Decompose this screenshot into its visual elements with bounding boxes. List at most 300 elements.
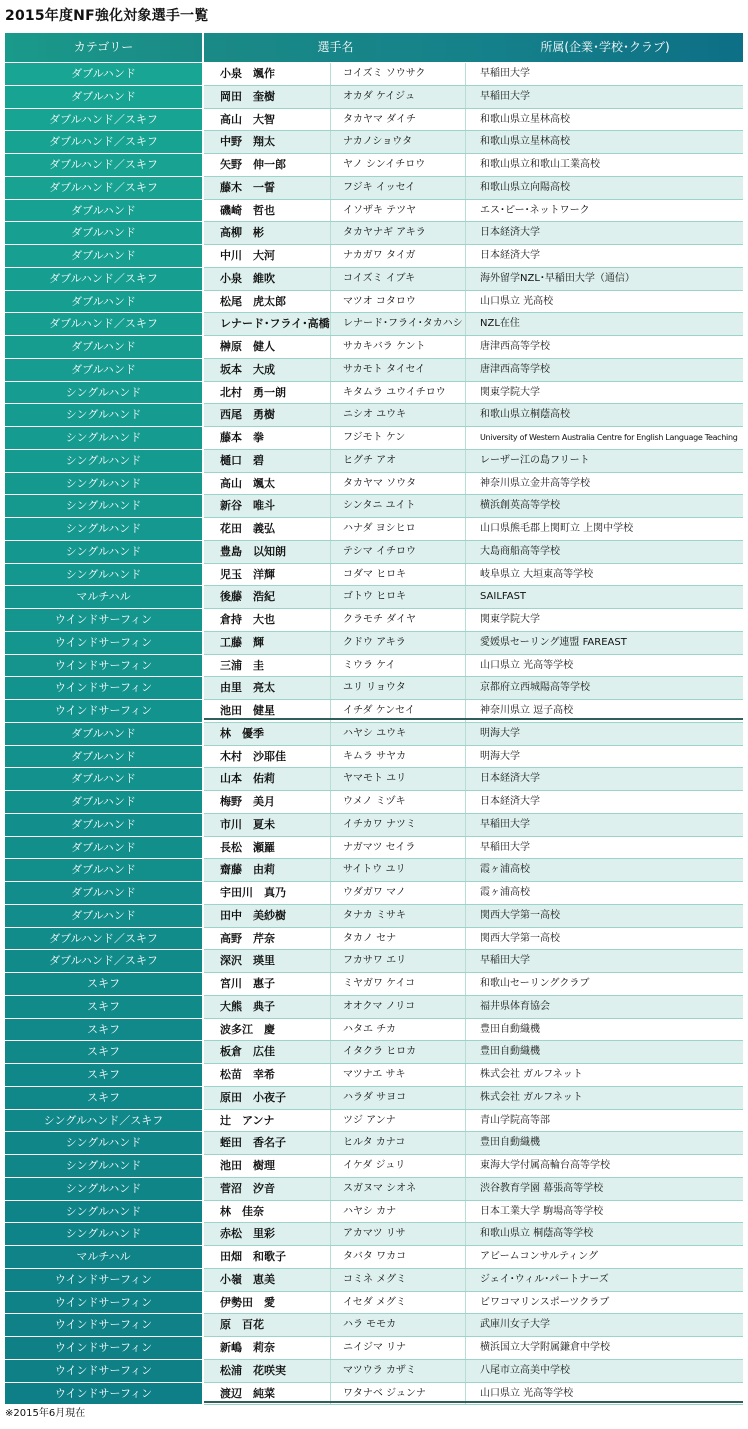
- athlete-affiliation: 豊田自動織機: [480, 1046, 540, 1058]
- athlete-affiliation: 関西大学第一高校: [480, 932, 560, 944]
- athlete-affiliation: 福井県体育協会: [480, 1000, 550, 1012]
- athlete-affiliation: 豊田自動織機: [480, 1137, 540, 1149]
- table-row: [5, 768, 743, 791]
- table-row: [5, 973, 743, 996]
- table-row: [5, 814, 743, 837]
- athlete-affiliation: 和歌山県立桐蔭高校: [480, 409, 570, 421]
- athlete-affiliation: 霞ヶ浦高校: [480, 864, 530, 876]
- category-cell: ダブルハンド: [5, 222, 202, 244]
- athlete-name: 大熊 典子: [204, 996, 331, 1018]
- athlete-info: [204, 268, 743, 291]
- athlete-info: [204, 996, 743, 1019]
- athlete-kana: コミネ メグミ: [331, 1269, 466, 1291]
- athlete-kana: イタクラ ヒロカ: [331, 1041, 466, 1063]
- category-cell: ダブルハンド／スキフ: [5, 131, 202, 153]
- athlete-kana: サカキバラ ケント: [331, 336, 466, 358]
- table-row: [5, 1064, 743, 1087]
- athlete-name: 板倉 広佳: [204, 1041, 331, 1063]
- table-row: [5, 268, 743, 291]
- table-row: [5, 746, 743, 769]
- athlete-name: 中川 大河: [204, 245, 331, 267]
- category-cell: ダブルハンド: [5, 814, 202, 836]
- athlete-info: [204, 450, 743, 473]
- athlete-kana: サカモト タイセイ: [331, 359, 466, 381]
- athlete-kana: ヒルタ カナコ: [331, 1132, 466, 1154]
- athlete-kana: キタムラ ユウイチロウ: [331, 382, 466, 404]
- athlete-name: 林 優季: [204, 723, 331, 745]
- category-cell: ウインドサーフィン: [5, 1337, 202, 1359]
- athlete-kana: ミウラ ケイ: [331, 655, 466, 677]
- table-row: [5, 382, 743, 405]
- athlete-name: 原田 小夜子: [204, 1087, 331, 1109]
- category-cell: ダブルハンド／スキフ: [5, 928, 202, 950]
- athlete-kana: クラモチ ダイヤ: [331, 609, 466, 631]
- athlete-name: 高野 芹奈: [204, 928, 331, 950]
- header-category: カテゴリー: [5, 33, 202, 62]
- athlete-kana: コイズミ イブキ: [331, 268, 466, 290]
- category-cell: スキフ: [5, 1041, 202, 1063]
- athlete-name: 蛭田 香名子: [204, 1132, 331, 1154]
- athlete-kana: ハタエ チカ: [331, 1019, 466, 1041]
- athlete-info: [204, 1110, 743, 1133]
- athlete-affiliation: 関東学院大学: [480, 386, 540, 398]
- table-row: [5, 859, 743, 882]
- category-cell: ダブルハンド: [5, 746, 202, 768]
- athlete-kana: レナード･フライ･タカハシ: [331, 313, 466, 335]
- athlete-affiliation: 早稲田大学: [480, 68, 530, 79]
- table-row: [5, 177, 743, 200]
- athlete-info: [204, 1292, 743, 1315]
- category-cell: ダブルハンド／スキフ: [5, 313, 202, 335]
- athlete-name: 小嶺 恵美: [204, 1269, 331, 1291]
- athlete-affiliation: 山口県立 光高等学校: [480, 659, 574, 671]
- athlete-kana: ハヤシ ユウキ: [331, 723, 466, 745]
- athlete-name: 藤本 拳: [204, 427, 331, 449]
- category-cell: ダブルハンド: [5, 86, 202, 108]
- athlete-kana: イチダ ケンセイ: [331, 700, 466, 722]
- table-row: [5, 928, 743, 951]
- athlete-name: 池田 樹理: [204, 1155, 331, 1177]
- athlete-affiliation: 霞ヶ浦高校: [480, 887, 530, 898]
- athlete-name: レナード･フライ･高橋: [204, 313, 331, 335]
- athlete-info: [204, 1064, 743, 1087]
- athlete-affiliation: 渋谷教育学園 幕張高等学校: [480, 1182, 604, 1194]
- athlete-info: [204, 1155, 743, 1178]
- category-cell: シングルハンド: [5, 404, 202, 426]
- men-women-divider: [204, 718, 743, 720]
- athlete-info: [204, 655, 743, 678]
- athlete-name: 波多江 慶: [204, 1019, 331, 1041]
- athlete-name: 児玉 洋輝: [204, 564, 331, 586]
- athlete-affiliation: 武庫川女子大学: [480, 1319, 550, 1331]
- category-cell: シングルハンド: [5, 541, 202, 563]
- athlete-kana: シンタニ ユイト: [331, 495, 466, 517]
- athlete-name: 菅沼 汐音: [204, 1178, 331, 1200]
- athlete-affiliation: 日本経済大学: [480, 796, 540, 807]
- athlete-affiliation: 日本工業大学 駒場高等学校: [480, 1205, 604, 1217]
- table-row: [5, 518, 743, 541]
- athlete-name: 宮川 惠子: [204, 973, 331, 995]
- table-row: [5, 450, 743, 473]
- athlete-info: [204, 1314, 743, 1337]
- athlete-info: [204, 86, 743, 109]
- category-cell: ダブルハンド: [5, 882, 202, 904]
- table-row: [5, 313, 743, 336]
- athlete-name: 田畑 和歌子: [204, 1246, 331, 1268]
- category-cell: ウインドサーフィン: [5, 1269, 202, 1291]
- athlete-info: [204, 131, 743, 154]
- athlete-affiliation: 和歌山県立向陽高校: [480, 181, 570, 193]
- category-cell: ウインドサーフィン: [5, 700, 202, 722]
- athlete-name: 木村 沙耶佳: [204, 746, 331, 768]
- category-cell: シングルハンド: [5, 427, 202, 449]
- table-row: [5, 1246, 743, 1269]
- category-cell: ダブルハンド／スキフ: [5, 950, 202, 972]
- athlete-affiliation: 唐津西高等学校: [480, 341, 550, 352]
- athlete-kana: オオクマ ノリコ: [331, 996, 466, 1018]
- athlete-info: [204, 1269, 743, 1292]
- table-row: [5, 1269, 743, 1292]
- footnote: ※2015年6月現在: [5, 1408, 86, 1419]
- athlete-name: 長松 瀬羅: [204, 837, 331, 859]
- athlete-name: 新嶋 莉奈: [204, 1337, 331, 1359]
- athlete-affiliation: SAILFAST: [480, 591, 527, 603]
- table-bottom-line: [204, 1401, 743, 1403]
- athlete-info: [204, 1246, 743, 1269]
- athlete-name: 辻 アンナ: [204, 1110, 331, 1132]
- athlete-name: 松尾 虎太郎: [204, 291, 331, 313]
- table-row: [5, 63, 743, 86]
- category-cell: ダブルハンド／スキフ: [5, 268, 202, 290]
- athlete-kana: ハヤシ カナ: [331, 1201, 466, 1223]
- category-cell: ウインドサーフィン: [5, 1314, 202, 1336]
- athlete-kana: コイズミ ソウサク: [331, 63, 466, 85]
- athlete-kana: オカダ ケイジュ: [331, 86, 466, 108]
- athlete-name: 樋口 碧: [204, 450, 331, 472]
- athlete-affiliation: 大島商船高等学校: [480, 545, 560, 557]
- athlete-info: [204, 1360, 743, 1383]
- athlete-affiliation: 和歌山県立和歌山工業高校: [480, 159, 600, 170]
- table-row: [5, 291, 743, 314]
- athlete-affiliation: 日本経済大学: [480, 773, 540, 785]
- athlete-kana: イチカワ ナツミ: [331, 814, 466, 836]
- table-row: [5, 564, 743, 587]
- athlete-info: [204, 541, 743, 564]
- athlete-info: [204, 154, 743, 177]
- category-cell: シングルハンド: [5, 1132, 202, 1154]
- athlete-kana: ニイジマ リナ: [331, 1337, 466, 1359]
- athlete-info: [204, 427, 743, 450]
- athlete-name: 赤松 里彩: [204, 1223, 331, 1245]
- athlete-name: 藤木 一誓: [204, 177, 331, 199]
- athlete-kana: マツウラ カザミ: [331, 1360, 466, 1382]
- athlete-kana: サイトウ ユリ: [331, 859, 466, 881]
- category-cell: ダブルハンド: [5, 837, 202, 859]
- athlete-name: 工藤 輝: [204, 632, 331, 654]
- athlete-affiliation: 関西大学第一高校: [480, 909, 560, 921]
- athlete-affiliation: 神奈川県立金井高等学校: [480, 477, 590, 489]
- athlete-name: 齋藤 由莉: [204, 859, 331, 881]
- athlete-affiliation: 唐津西高等学校: [480, 363, 550, 375]
- athlete-info: [204, 768, 743, 791]
- athlete-info: [204, 473, 743, 496]
- athlete-kana: ユリ リョウタ: [331, 677, 466, 699]
- category-cell: ダブルハンド: [5, 723, 202, 745]
- athlete-name: 池田 健星: [204, 700, 331, 722]
- table-row: [5, 1201, 743, 1224]
- athlete-name: 小泉 維吹: [204, 268, 331, 290]
- athlete-name: 高山 颯太: [204, 473, 331, 495]
- table-row: [5, 245, 743, 268]
- athlete-name: 磯崎 哲也: [204, 200, 331, 222]
- athlete-kana: ウメノ ミヅキ: [331, 791, 466, 813]
- athlete-name: 後藤 浩紀: [204, 586, 331, 608]
- table-row: [5, 1360, 743, 1383]
- athlete-kana: フジキ イッセイ: [331, 177, 466, 199]
- table-row: [5, 109, 743, 132]
- category-cell: スキフ: [5, 973, 202, 995]
- athlete-name: 渡辺 純菜: [204, 1383, 331, 1405]
- athlete-info: [204, 859, 743, 882]
- athlete-affiliation: 八尾市立高美中学校: [480, 1364, 570, 1376]
- athlete-affiliation: 早稲田大学: [480, 818, 530, 830]
- category-cell: ダブルハンド: [5, 336, 202, 358]
- athlete-name: 三浦 圭: [204, 655, 331, 677]
- table-row: [5, 495, 743, 518]
- table-row: [5, 1178, 743, 1201]
- athlete-affiliation: 和歌山県立星林高校: [480, 136, 570, 148]
- table-row: [5, 723, 743, 746]
- category-cell: ダブルハンド: [5, 768, 202, 790]
- category-cell: ダブルハンド: [5, 245, 202, 267]
- athlete-name: 松浦 花咲実: [204, 1360, 331, 1382]
- athlete-name: 小泉 颯作: [204, 63, 331, 85]
- athlete-name: 伊勢田 愛: [204, 1292, 331, 1314]
- category-cell: ダブルハンド／スキフ: [5, 177, 202, 199]
- table-row: [5, 427, 743, 450]
- category-cell: シングルハンド: [5, 382, 202, 404]
- category-cell: ウインドサーフィン: [5, 677, 202, 699]
- athlete-name: 高柳 彬: [204, 222, 331, 244]
- athlete-kana: ハラダ サヨコ: [331, 1087, 466, 1109]
- athlete-affiliation: アビームコンサルティング: [480, 1251, 599, 1262]
- header-name: 選手名: [204, 33, 467, 62]
- athlete-kana: フジモト ケン: [331, 427, 466, 449]
- category-cell: マルチハル: [5, 1246, 202, 1268]
- athlete-kana: ヤマモト ユリ: [331, 768, 466, 790]
- athlete-kana: ハナダ ヨシヒロ: [331, 518, 466, 540]
- category-cell: ウインドサーフィン: [5, 632, 202, 654]
- athlete-name: 中野 翔太: [204, 131, 331, 153]
- athlete-info: [204, 723, 743, 746]
- athlete-kana: スガヌマ シオネ: [331, 1178, 466, 1200]
- table-row: [5, 1132, 743, 1155]
- athlete-kana: イケダ ジュリ: [331, 1155, 466, 1177]
- category-cell: スキフ: [5, 996, 202, 1018]
- athlete-kana: ミヤガワ ケイコ: [331, 973, 466, 995]
- athlete-kana: ナカノショウタ: [331, 131, 466, 153]
- athlete-info: [204, 564, 743, 587]
- athlete-kana: クドウ アキラ: [331, 632, 466, 654]
- athlete-kana: タカヤマ ダイチ: [331, 109, 466, 131]
- athlete-kana: タナカ ミサキ: [331, 905, 466, 927]
- athlete-name: 坂本 大成: [204, 359, 331, 381]
- athlete-info: [204, 1087, 743, 1110]
- category-cell: ダブルハンド: [5, 791, 202, 813]
- athlete-kana: マツオ コタロウ: [331, 291, 466, 313]
- athlete-kana: イソザキ テツヤ: [331, 200, 466, 222]
- athlete-affiliation: 早稲田大学: [480, 955, 530, 967]
- table-row: [5, 222, 743, 245]
- athlete-info: [204, 1178, 743, 1201]
- table-row: [5, 1223, 743, 1246]
- category-cell: ダブルハンド: [5, 359, 202, 381]
- athlete-name: 榊原 健人: [204, 336, 331, 358]
- athlete-affiliation: 関東学院大学: [480, 614, 540, 625]
- athlete-affiliation: 和歌山セーリングクラブ: [480, 978, 590, 989]
- athlete-affiliation: 明海大学: [480, 750, 520, 762]
- athlete-affiliation: レーザー江の島フリート: [480, 454, 590, 466]
- athlete-affiliation: 日本経済大学: [480, 250, 540, 261]
- table-row: [5, 1314, 743, 1337]
- athlete-info: [204, 1019, 743, 1042]
- athlete-affiliation: 岐阜県立 大垣東高等学校: [480, 568, 594, 580]
- athlete-info: [204, 1337, 743, 1360]
- athlete-name: 宇田川 真乃: [204, 882, 331, 904]
- athlete-info: [204, 791, 743, 814]
- athlete-kana: マツナエ サキ: [331, 1064, 466, 1086]
- category-cell: シングルハンド: [5, 450, 202, 472]
- athlete-kana: テシマ イチロウ: [331, 541, 466, 563]
- table-row: [5, 655, 743, 678]
- athlete-kana: タカノ セナ: [331, 928, 466, 950]
- category-cell: シングルハンド: [5, 518, 202, 540]
- table-row: [5, 1155, 743, 1178]
- table-row: [5, 677, 743, 700]
- athlete-affiliation: 京都府立西城陽高等学校: [480, 682, 590, 694]
- athlete-info: [204, 518, 743, 541]
- athlete-info: [204, 882, 743, 905]
- athlete-affiliation: 山口県熊毛郡上関町立 上関中学校: [480, 523, 634, 534]
- athlete-info: [204, 1132, 743, 1155]
- athlete-kana: アカマツ リサ: [331, 1223, 466, 1245]
- athlete-kana: ナガマツ セイラ: [331, 837, 466, 859]
- athlete-kana: ツジ アンナ: [331, 1110, 466, 1132]
- athlete-name: 深沢 瑛里: [204, 950, 331, 972]
- athlete-info: [204, 336, 743, 359]
- category-cell: シングルハンド: [5, 1201, 202, 1223]
- athlete-kana: タカヤナギ アキラ: [331, 222, 466, 244]
- athlete-kana: イセダ メグミ: [331, 1292, 466, 1314]
- table-row: [5, 1110, 743, 1133]
- athlete-name: 市川 夏未: [204, 814, 331, 836]
- athlete-kana: ゴトウ ヒロキ: [331, 586, 466, 608]
- table-row: [5, 996, 743, 1019]
- athlete-affiliation: 神奈川県立 逗子高校: [480, 705, 574, 716]
- athlete-name: 矢野 伸一郎: [204, 154, 331, 176]
- athlete-info: [204, 495, 743, 518]
- athlete-info: [204, 632, 743, 655]
- category-cell: シングルハンド／スキフ: [5, 1110, 202, 1132]
- athlete-affiliation: 山口県立 光高校: [480, 295, 554, 307]
- athlete-info: [204, 1223, 743, 1246]
- athlete-name: 西尾 勇樹: [204, 404, 331, 426]
- athlete-kana: ヒグチ アオ: [331, 450, 466, 472]
- table-row: [5, 632, 743, 655]
- table-row: [5, 473, 743, 496]
- table-row: [5, 882, 743, 905]
- athlete-info: [204, 404, 743, 427]
- category-cell: ウインドサーフィン: [5, 655, 202, 677]
- category-cell: ダブルハンド: [5, 905, 202, 927]
- table-row: [5, 336, 743, 359]
- athlete-affiliation: 山口県立 光高等学校: [480, 1387, 574, 1399]
- athlete-name: 新谷 唯斗: [204, 495, 331, 517]
- table-row: [5, 1019, 743, 1042]
- category-cell: スキフ: [5, 1019, 202, 1041]
- category-cell: ダブルハンド／スキフ: [5, 109, 202, 131]
- category-cell: シングルハンド: [5, 564, 202, 586]
- table-row: [5, 200, 743, 223]
- table-row: [5, 609, 743, 632]
- category-cell: ウインドサーフィン: [5, 1360, 202, 1382]
- athlete-affiliation: University of Western Australia Centre for English Language Teaching: [480, 433, 738, 442]
- category-cell: シングルハンド: [5, 1178, 202, 1200]
- athlete-kana: ハラ モモカ: [331, 1314, 466, 1336]
- athlete-affiliation: 海外留学NZL･早稲田大学（通信）: [480, 272, 635, 284]
- header-affiliation: 所属(企業･学校･クラブ): [467, 33, 743, 62]
- table-row: [5, 837, 743, 860]
- table-row: [5, 1087, 743, 1110]
- category-cell: ダブルハンド: [5, 291, 202, 313]
- athlete-info: [204, 677, 743, 700]
- athlete-kana: ウダガワ マノ: [331, 882, 466, 904]
- athlete-affiliation: ビワコマリンスポーツクラブ: [480, 1296, 610, 1308]
- athlete-affiliation: 愛媛県セーリング連盟 FAREAST: [480, 636, 627, 648]
- athlete-kana: ナカガワ タイガ: [331, 245, 466, 267]
- table-row: [5, 905, 743, 928]
- athlete-kana: ニシオ ユウキ: [331, 404, 466, 426]
- athlete-name: 高山 大智: [204, 109, 331, 131]
- table-row: [5, 791, 743, 814]
- category-cell: マルチハル: [5, 586, 202, 608]
- athlete-name: 花田 義弘: [204, 518, 331, 540]
- category-cell: ダブルハンド／スキフ: [5, 154, 202, 176]
- athlete-info: [204, 382, 743, 405]
- table-row: [5, 1337, 743, 1360]
- athlete-name: 岡田 奎樹: [204, 86, 331, 108]
- category-cell: ダブルハンド: [5, 200, 202, 222]
- athlete-info: [204, 586, 743, 609]
- category-cell: スキフ: [5, 1087, 202, 1109]
- athlete-affiliation: 和歌山県立星林高校: [480, 113, 570, 125]
- athlete-affiliation: 東海大学付属高輪台高等学校: [480, 1160, 610, 1171]
- athlete-affiliation: 日本経済大学: [480, 227, 540, 239]
- athlete-affiliation: 豊田自動織機: [480, 1023, 540, 1035]
- athlete-name: 原 百花: [204, 1314, 331, 1336]
- athlete-kana: ヤノ シンイチロウ: [331, 154, 466, 176]
- athlete-affiliation: ジェイ･ウィル･パートナーズ: [480, 1273, 609, 1285]
- athlete-table: [5, 63, 743, 1405]
- athlete-info: [204, 1041, 743, 1064]
- athlete-affiliation: NZL在住: [480, 318, 520, 330]
- athlete-info: [204, 973, 743, 996]
- category-cell: シングルハンド: [5, 473, 202, 495]
- athlete-affiliation: 明海大学: [480, 727, 520, 739]
- category-cell: シングルハンド: [5, 1223, 202, 1245]
- athlete-name: 梅野 美月: [204, 791, 331, 813]
- athlete-kana: ワタナベ ジュンナ: [331, 1383, 466, 1405]
